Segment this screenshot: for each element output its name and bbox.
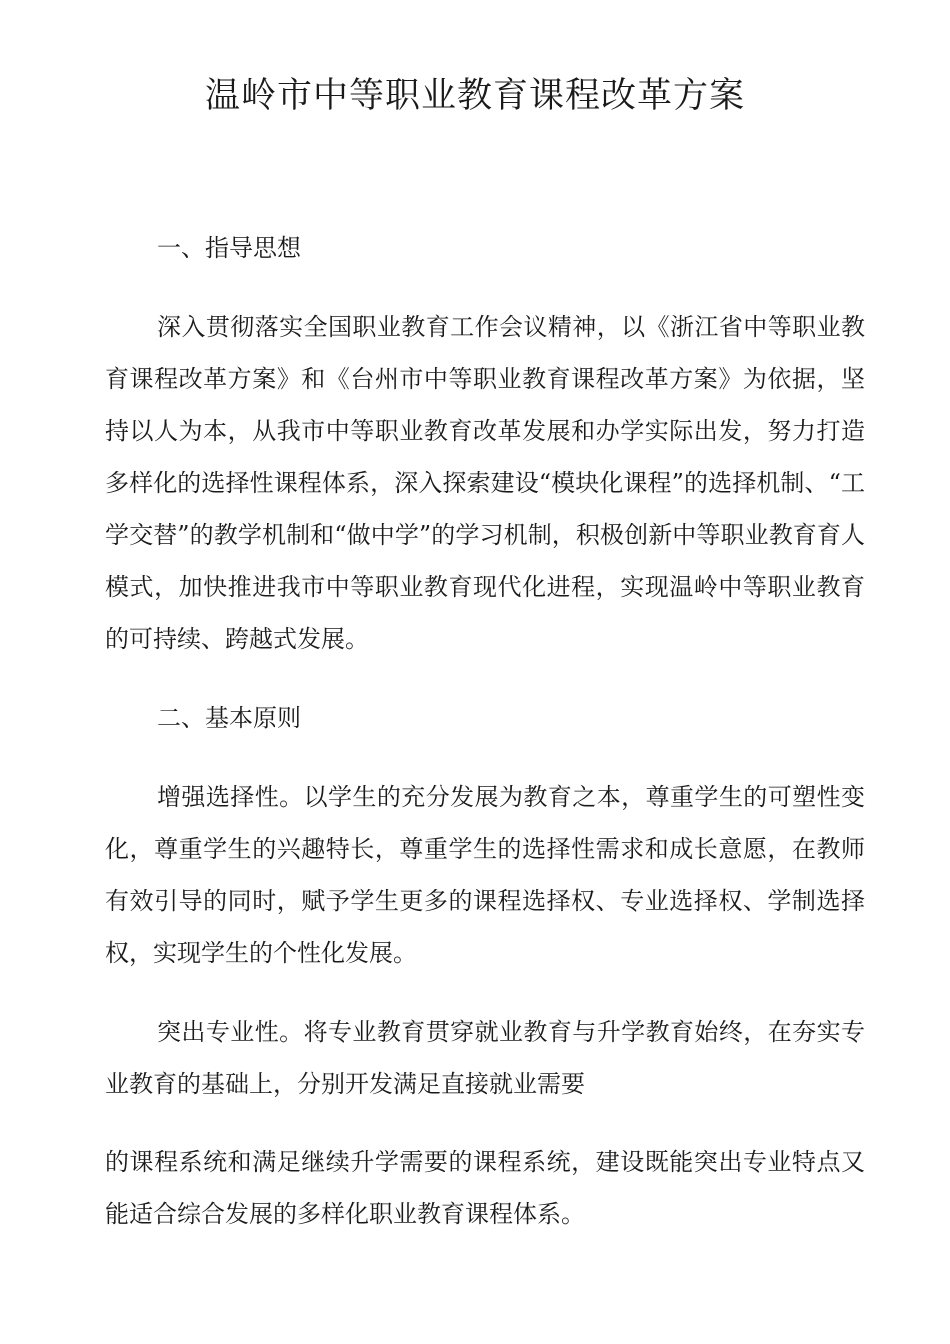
- paragraph-continuation: 的课程系统和满足继续升学需要的课程系统，建设既能突出专业特点又能适合综合发展的多样化职业教育课程体系。: [105, 1148, 865, 1228]
- paragraph-enhance-selectivity: 增强选择性。以学生的充分发展为教育之本，尊重学生的可塑性变化，尊重学生的兴趣特长，尊重学生的选择性需求和成长意愿，在教师有效引导的同时，赋予学生更多的课程选择权、专业选择权、学制选择权，实现学生的个性化发展。: [105, 783, 865, 967]
- section-heading-basic-principles: 二、基本原则: [157, 704, 301, 732]
- paragraph-highlight-professionalism: 突出专业性。将专业教育贯穿就业教育与升学教育始终，在夯实专业教育的基础上，分别开发满足直接就业需要: [105, 1018, 865, 1098]
- document-title: 温岭市中等职业教育课程改革方案: [204, 76, 745, 116]
- section-heading-guiding-ideology: 一、指导思想: [157, 234, 301, 262]
- section-paragraph-guiding-ideology: 深入贯彻落实全国职业教育工作会议精神，以《浙江省中等职业教育课程改革方案》和《台州市中等职业教育课程改革方案》为依据，坚持以人为本，从我市中等职业教育改革发展和办学实际出发，努力打造多样化的选择性课程体系，深入探索建设“模块化课程”的选择机制、“工学交替”的教学机制和“做中学”的学习机制，积极创新中等职业教育育人模式，加快推进我市中等职业教育现代化进程，实现温岭中等职业教育的可持续、跨越式发展。: [105, 313, 865, 653]
